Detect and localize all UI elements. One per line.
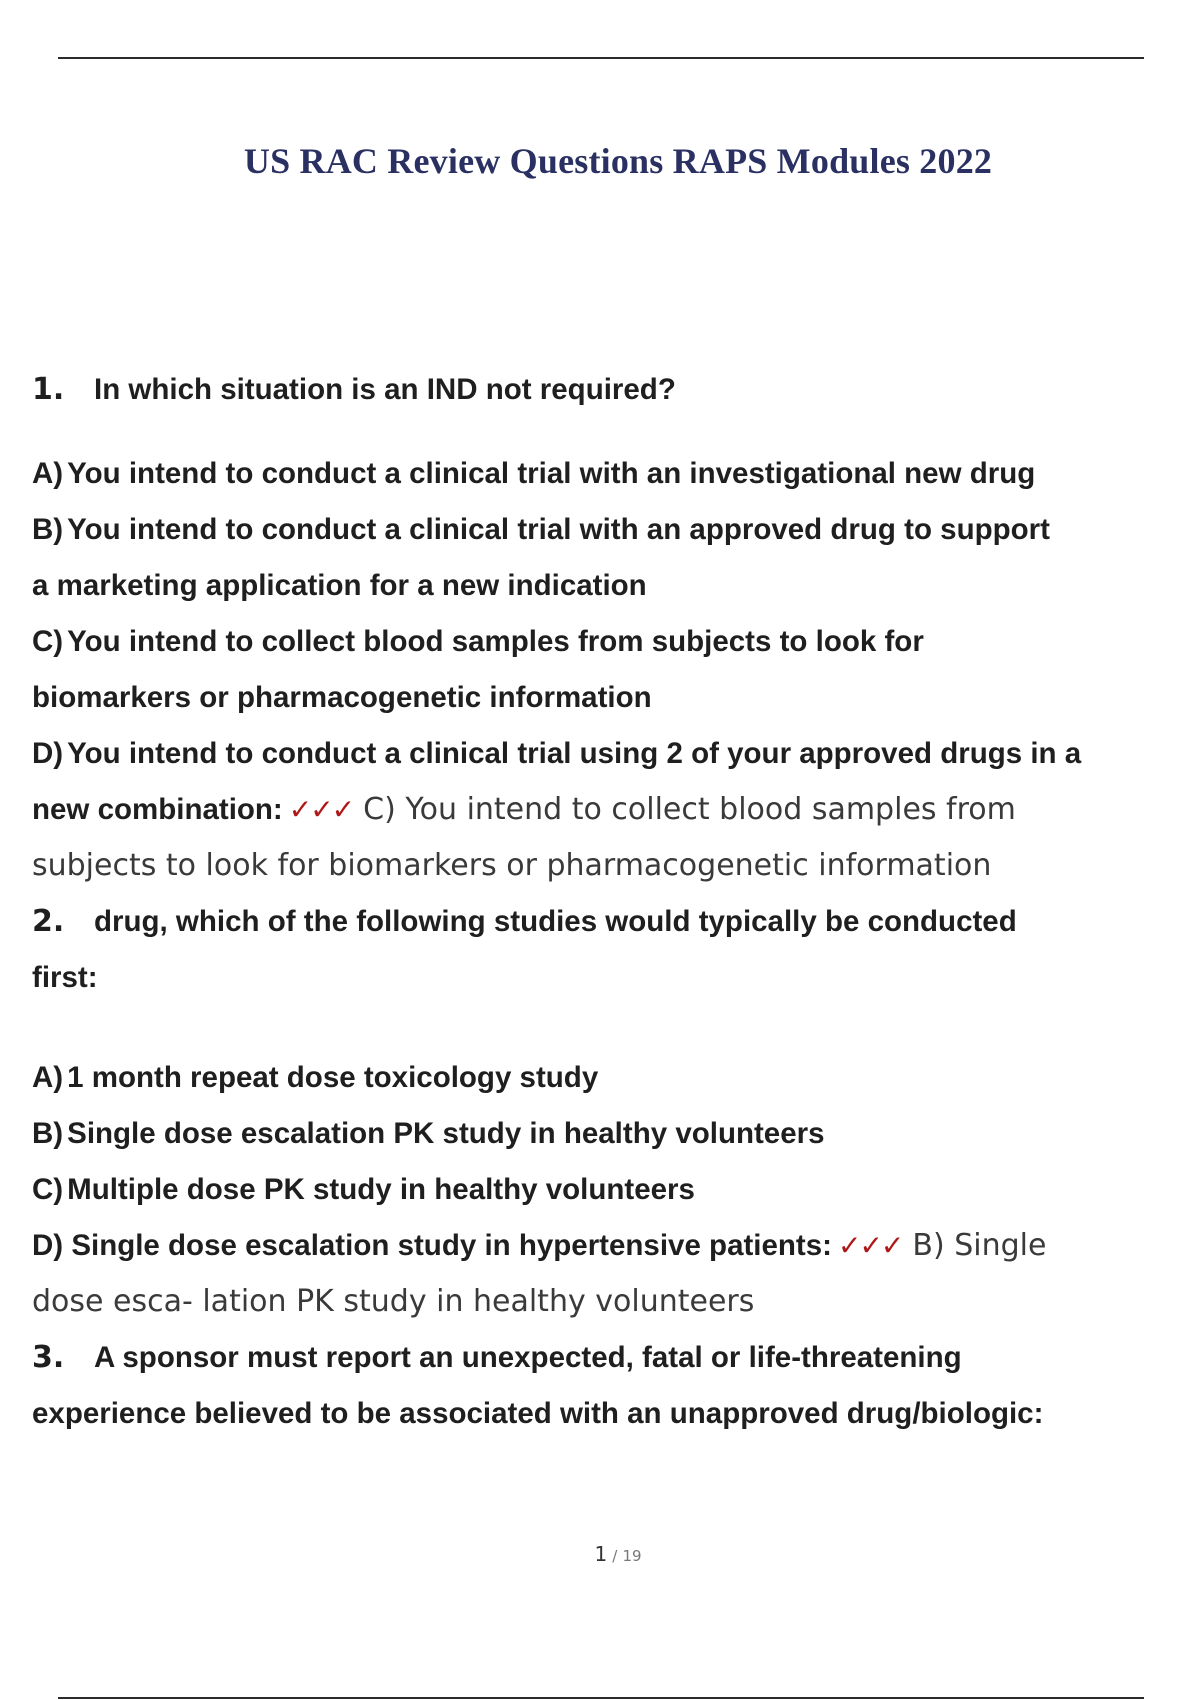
option-b (32, 1106, 1182, 1162)
page-total: 19 (622, 1547, 642, 1565)
option-c-continued (32, 670, 1182, 726)
question-list (32, 362, 1182, 1442)
answer-continued (32, 838, 1182, 894)
option-text: 1 month repeat dose toxicology study (67, 1061, 599, 1094)
top-rule (58, 57, 1144, 59)
option-text: You intend to conduct a clinical trial with an investigational new drug (67, 457, 1036, 490)
question-3 (32, 1330, 1182, 1442)
option-d (32, 726, 1182, 782)
question-number: 3. (32, 1340, 65, 1375)
option-text: Single dose escalation PK study in healthy volunteers (67, 1117, 825, 1150)
answer-line (32, 1218, 1182, 1274)
option-text: Multiple dose PK study in healthy volunteers (67, 1173, 695, 1206)
question-text: drug, which of the following studies would typically be conducted (94, 905, 1017, 938)
question-number: 2. (32, 904, 65, 939)
question-text: experience believed to be associated with an unapproved drug/biologic: (32, 1397, 1044, 1430)
question-3-stem-continued (32, 1386, 1182, 1442)
bottom-rule (58, 1697, 1144, 1699)
option-text: a marketing application for a new indication (32, 569, 647, 602)
question-number: 1. (32, 372, 65, 407)
page-current: 1 (594, 1542, 608, 1566)
option-letter: B) (32, 1117, 64, 1150)
question-3-stem (32, 1330, 1182, 1386)
question-2-stem (32, 894, 1182, 950)
question-text: first: (32, 961, 98, 994)
option-text: You intend to collect blood samples from subjects to look for (67, 625, 924, 658)
option-letter: B) (32, 513, 64, 546)
checkmark-icon: ✓✓✓ (837, 1229, 903, 1262)
question-2 (32, 894, 1182, 1330)
option-d-continued: new combination: (32, 793, 283, 826)
answer-text: dose esca- lation PK study in healthy volunteers (32, 1284, 755, 1319)
option-b-continued (32, 558, 1182, 614)
question-1 (32, 362, 1182, 894)
answer-line (32, 782, 1182, 838)
page-separator: / (612, 1547, 618, 1565)
question-text: A sponsor must report an unexpected, fatal or life-threatening (94, 1341, 962, 1374)
option-text: You intend to conduct a clinical trial with an approved drug to support (67, 513, 1050, 546)
option-letter: A) (32, 457, 64, 490)
page-indicator (0, 1542, 1200, 1566)
option-text: biomarkers or pharmacogenetic information (32, 681, 652, 714)
answer-text: C) You intend to collect blood samples from (363, 792, 1016, 827)
question-text: In which situation is an IND not required? (94, 373, 676, 406)
option-letter: C) (32, 625, 64, 658)
answer-text: B) Single (912, 1228, 1047, 1263)
option-text: You intend to conduct a clinical trial using 2 of your approved drugs in a (67, 737, 1082, 770)
option-letter: D) (32, 737, 64, 770)
option-c (32, 614, 1182, 670)
option-b (32, 502, 1182, 558)
option-a (32, 446, 1182, 502)
option-letter: A) (32, 1061, 64, 1094)
answer-continued (32, 1274, 1182, 1330)
option-d: D) Single dose escalation study in hypertensive patients: (32, 1229, 832, 1262)
option-letter: C) (32, 1173, 64, 1206)
option-c (32, 1162, 1182, 1218)
option-a (32, 1050, 1182, 1106)
checkmark-icon: ✓✓✓ (288, 793, 354, 826)
document-title: US RAC Review Questions RAPS Modules 2022 (243, 141, 993, 181)
answer-text: subjects to look for biomarkers or pharmacogenetic information (32, 848, 992, 883)
question-2-stem-continued (32, 950, 1182, 1006)
question-1-stem (32, 362, 1182, 418)
